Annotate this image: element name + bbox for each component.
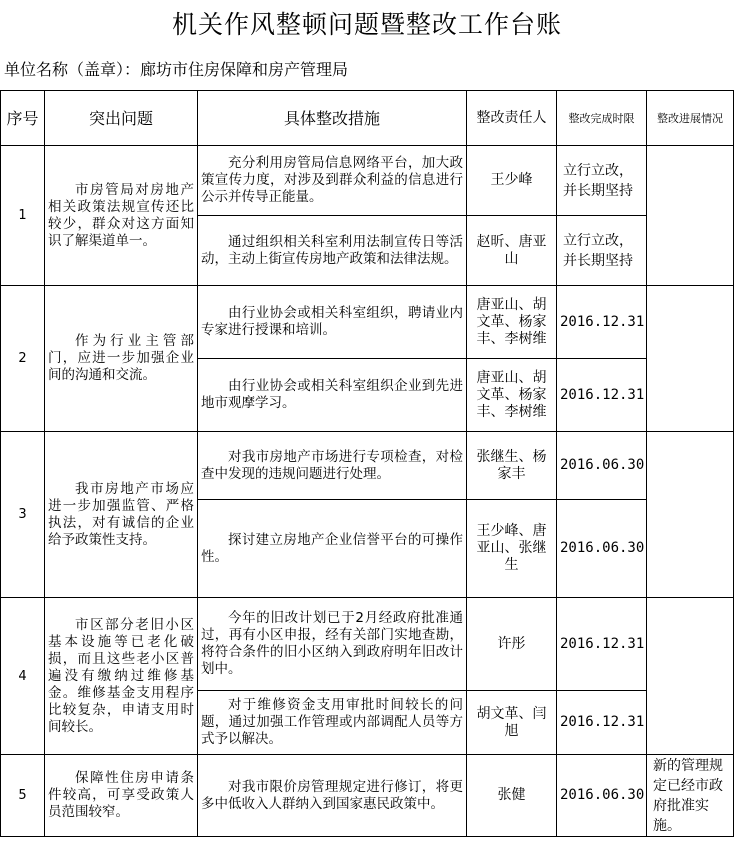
row-problem: 保障性住房申请条件较高，可享受政策人员范围较窄。: [45, 755, 198, 837]
progress-cell: [647, 598, 734, 755]
progress-cell: 新的管理规定已经市政府批准实施。: [647, 755, 734, 837]
person-cell: 王少峰: [467, 146, 557, 216]
header-deadline: 整改完成时限: [557, 91, 647, 146]
measure-cell: 今年的旧改计划已于2月经政府批准通过，再有小区申报，经有关部门实地查勘，将符合条件的旧小区纳入到政府明年旧改计划中。: [198, 598, 467, 691]
deadline-cell: 2016.06.30: [557, 755, 647, 837]
person-cell: 赵昕、唐亚山: [467, 216, 557, 286]
row-seq: 5: [1, 755, 45, 837]
row-problem: 市房管局对房地产相关政策法规宣传还比较少，群众对这方面知识了解渠道单一。: [45, 146, 198, 286]
ledger-table: [0, 90, 734, 837]
unit-name-line: 单位名称（盖章）：廊坊市住房保障和房产管理局: [4, 60, 349, 79]
row-seq: 2: [1, 286, 45, 432]
header-progress: 整改进展情况: [647, 91, 734, 146]
deadline-cell: 2016.12.31: [557, 691, 647, 755]
progress-cell: [647, 286, 734, 432]
header-row: [1, 91, 734, 146]
person-cell: 胡文革、闫旭: [467, 691, 557, 755]
table-row: [1, 755, 734, 837]
deadline-cell: 2016.06.30: [557, 432, 647, 500]
deadline-cell: 立行立改，并长期坚持: [557, 146, 647, 216]
deadline-cell: 2016.12.31: [557, 359, 647, 432]
row-seq: 1: [1, 146, 45, 286]
deadline-cell: 2016.12.31: [557, 286, 647, 359]
measure-cell: 对我市限价房管理规定进行修订，将更多中低收入人群纳入到国家惠民政策中。: [198, 755, 467, 837]
person-cell: 许彤: [467, 598, 557, 691]
page-title: 机关作风整顿问题暨整改工作台账: [171, 10, 562, 39]
progress-cell: [647, 146, 734, 286]
measure-cell: 探讨建立房地产企业信誉平台的可操作性。: [198, 500, 467, 598]
measure-cell: 对我市房地产市场进行专项检查，对检查中发现的违规问题进行处理。: [198, 432, 467, 500]
person-cell: 唐亚山、胡文革、杨家丰、李树维: [467, 286, 557, 359]
measure-cell: 通过组织相关科室利用法制宣传日等活动，主动上街宣传房地产政策和法律法规。: [198, 216, 467, 286]
deadline-cell: 2016.12.31: [557, 598, 647, 691]
table-row: [1, 146, 734, 216]
table-row: [1, 598, 734, 691]
header-person: 整改责任人: [467, 91, 557, 146]
row-problem: 作为行业主管部门，应进一步加强企业间的沟通和交流。: [45, 286, 198, 432]
header-problem: 突出问题: [45, 91, 198, 146]
measure-cell: 充分利用房管局信息网络平台，加大政策宣传力度，对涉及到群众利益的信息进行公示并传导正能量。: [198, 146, 467, 216]
measure-cell: 由行业协会或相关科室组织，聘请业内专家进行授课和培训。: [198, 286, 467, 359]
deadline-cell: 立行立改，并长期坚持: [557, 216, 647, 286]
person-cell: 张健: [467, 755, 557, 837]
measure-cell: 由行业协会或相关科室组织企业到先进地市观摩学习。: [198, 359, 467, 432]
person-cell: 唐亚山、胡文革、杨家丰、李树维: [467, 359, 557, 432]
deadline-cell: 2016.06.30: [557, 500, 647, 598]
table-row: [1, 286, 734, 359]
header-measure: 具体整改措施: [198, 91, 467, 146]
row-seq: 3: [1, 432, 45, 598]
person-cell: 王少峰、唐亚山、张继生: [467, 500, 557, 598]
row-seq: 4: [1, 598, 45, 755]
header-seq: 序号: [1, 91, 45, 146]
progress-cell: [647, 432, 734, 598]
row-problem: 我市房地产市场应进一步加强监管、严格执法，对有诚信的企业给予政策性支持。: [45, 432, 198, 598]
row-problem: 市区部分老旧小区基本设施等已老化破损，而且这些老小区普遍没有缴纳过维修基金。维修基金支用程序比较复杂，申请支用时间较长。: [45, 598, 198, 755]
measure-cell: 对于维修资金支用审批时间较长的问题，通过加强工作管理或内部调配人员等方式予以解决。: [198, 691, 467, 755]
table-row: [1, 432, 734, 500]
person-cell: 张继生、杨家丰: [467, 432, 557, 500]
